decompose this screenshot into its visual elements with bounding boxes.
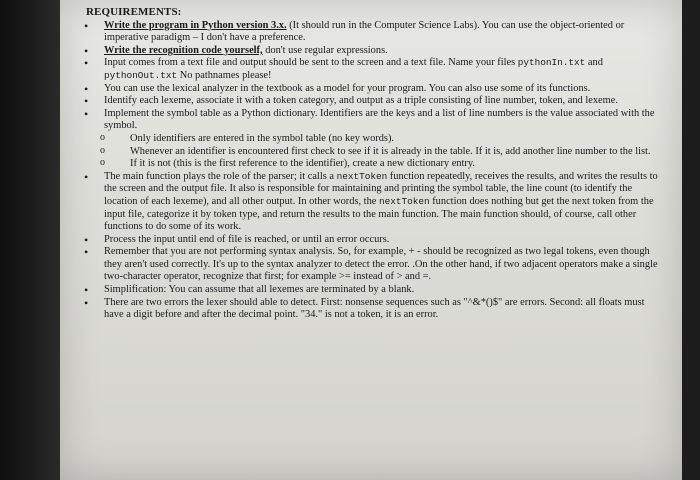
item-text: Implement the symbol table as a Python dictionary. Identifiers are the keys and a list of line numbers is the value associated with the symbol.: [104, 107, 655, 132]
list-item: [86, 171, 666, 234]
item-text: Only identifiers are entered in the symbol table (no key words).: [130, 132, 395, 144]
sub-list-item: [86, 146, 666, 159]
item-text: The main function plays the role of the parser; it calls a: [104, 170, 337, 182]
list-item: [86, 20, 666, 45]
item-text: function does nothing but get the next token from the input file, categorize it by token type, and return the results to the main function. The main function should, of course, call other functions to do some of its work.: [104, 195, 654, 233]
list-item: [86, 95, 666, 108]
item-text: If it is not (this is the first reference to the identifier), create a new dictionary entry.: [130, 158, 475, 170]
list-item: [86, 108, 666, 171]
item-text: Simplification: You can assume that all lexemes are terminated by a blank.: [104, 284, 415, 296]
sub-list-item: [86, 158, 666, 171]
sub-list: [86, 133, 666, 171]
item-text: There are two errors the lexer should able to detect. First: nonsense sequences such as "^&*()$" are errors. Second: all floats must have a digit before and after the decimal point. "34." is not a token, it is an error.: [104, 296, 645, 321]
list-item: [86, 284, 666, 297]
list-item: [86, 57, 666, 82]
item-text: Identify each lexeme, associate it with a token category, and output as a triple consisting of line number, token, and lexeme.: [104, 95, 618, 107]
code-filename: pythonIn.txt: [517, 57, 586, 69]
item-text: No pathnames please!: [177, 69, 272, 81]
list-item: [86, 246, 666, 284]
sub-list-item: [86, 133, 666, 146]
item-text: (It should run in the Computer Science Labs). You can use the object-oriented or imperative paradigm – I don't have a preference.: [104, 19, 625, 44]
item-text: You can use the lexical analyzer in the textbook as a model for your program. You can also use some of its functions.: [104, 82, 591, 94]
item-text: Remember that you are not performing syntax analysis. So, for example, + - should be recognized as two legal tokens, even though they aren't used correctly. It's up to the syntax analyzer to detect the error. .On the other hand, if two adjacent operators make a single two-character operator, recognize that first; for example >= instead of > and =.: [104, 246, 658, 283]
item-text: don't use regular expressions.: [262, 44, 388, 56]
item-text: and: [585, 57, 603, 69]
document-page: [60, 0, 682, 480]
list-item: [86, 83, 666, 96]
code-filename: pythonOut.txt: [104, 69, 178, 81]
item-text: function repeatedly, receives the results, and writes the results to the screen and the output file. It also is responsible for maintaining and printing the symbol table, the line count (to identify the location of each lexeme), and all other output. In other words, the: [104, 170, 658, 207]
list-item: [86, 297, 666, 322]
left-dark-margin: [0, 0, 60, 480]
requirements-list: [86, 20, 666, 322]
document-content: [86, 6, 666, 322]
underlined-text: Write the recognition code yourself,: [104, 44, 263, 56]
item-text: Input comes from a text file and output should be sent to the screen and a text file. Name your files: [104, 57, 518, 69]
item-text: Whenever an identifier is encountered first check to see if it is already in the table. If it is, add another line number to the list.: [130, 145, 651, 157]
list-item: [86, 234, 666, 247]
code-function-name: nextToken: [378, 195, 430, 207]
code-function-name: nextToken: [336, 170, 388, 182]
list-item: [86, 45, 666, 58]
underlined-text: Write the program in Python version 3.x.: [104, 19, 287, 31]
requirements-heading: REQUIREMENTS:: [86, 6, 182, 18]
item-text: Process the input until end of file is reached, or until an error occurs.: [104, 233, 390, 245]
